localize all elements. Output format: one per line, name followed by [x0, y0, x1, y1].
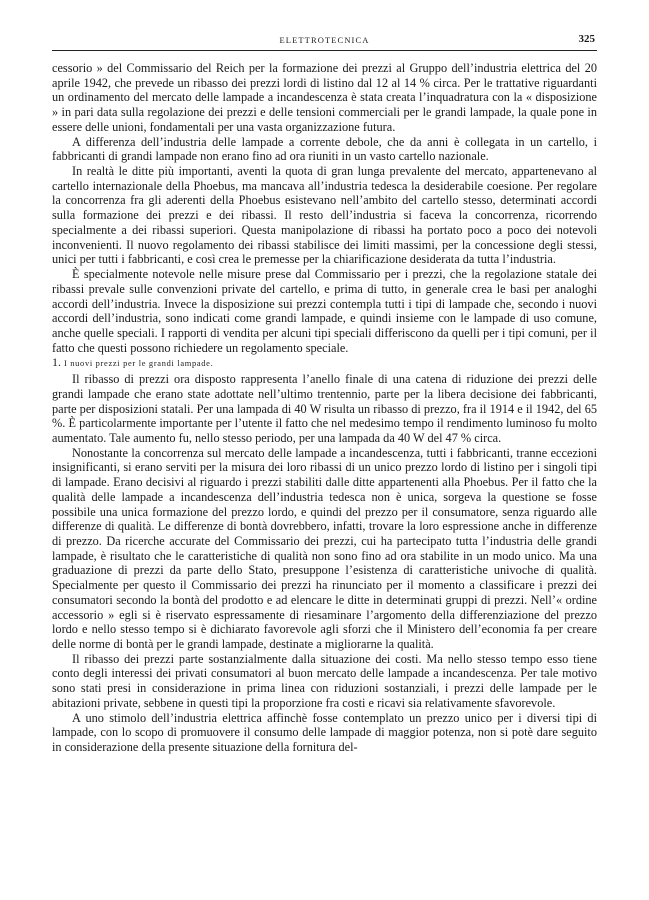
paragraph: È specialmente notevole nelle misure prese dal Commissario per i prezzi, che la regolazione statale dei ribassi prevale sulle convenzioni private del cartello, e prima di tutto, in generale crea le basi per analoghi accordi dell’industria. Invece la disposizione sui prezzi contempla tutti i tipi di lampade che, secondo i nuovi accordi dell’industria, sono indicati come grandi lampade, e quindi insieme con le lampade di uso comune, anche quelle speciali. I rapporti di vendita per alcuni tipi speciali differiscono da quelli per i tipi comuni, per il fatto che questi possono richiedere un regolamento speciale. — [52, 267, 597, 355]
section-title: I nuovi prezzi per le grandi lampade. — [64, 359, 214, 369]
paragraph: Nonostante la concorrenza sul mercato delle lampade a incandescenza, tutti i fabbricanti, tranne eccezioni insignificanti, si erano serviti per la misura dei loro ribassi di un unico prezzo lordo di listino per i singoli tipi di lampade. Erano decisivi al riguardo i prezzi stabiliti dalle ditte appartenenti alla Phoebus. Per il fatto che la qualità delle lampade a incandescenza dell’industria tedesca non è unica, sorgeva la questione se fosse possibile una unica formazione del prezzo lordo, e quindi del prezzo per il consumatore, senza riguardo alle differenze di qualità. Le differenze di bontà dovrebbero, infatti, trovare la loro espressione anche in differenze di prezzo. Da ricerche accurate del Commissario dei prezzi, cui ha partecipato tutta l’industria delle grandi lampade, è risultato che le caratteristiche di qualità non sono fino ad ora stabilite in un modo unico. Ma una graduazione di prezzi da parte dello Stato, presuppone l’esistenza di caratteristiche univoche di qualità. Specialmente per questo il Commissario dei prezzi ha rinunciato per il momento a classificare i prezzi dei consumatori secondo la bontà del prodotto e ad elencare le ditte in determinati gruppi di prezzi. Nell’« ordine accessorio » egli si è riservato espressamente di riesaminare l’argomento della differenziazione del prezzo lordo e nello stesso tempo si è dichiarato favorevole agli sforzi che il Ministero dell’economia fa per creare delle norme di bontà per le grandi lampade, destinate a migliorarne la qualità. — [52, 445, 597, 652]
paragraph: Il ribasso di prezzi ora disposto rappresenta l’anello finale di una catena di riduzione dei prezzi delle grandi lampade che erano state adottate nell’ultimo trentennio, parte per la libera decisione dei fabbricanti, parte per disposizioni statali. Per una lampada di 40 W risulta un ribasso di prezzo, fra il 1914 e il 1942, del 65 %. È particolarmente importante per l’utente il fatto che nel medesimo tempo il rendimento luminoso fu molto aumentato. Tale aumento fu, nello stesso periodo, per una lampada da 40 W del 47 % circa. — [52, 372, 597, 445]
body-text — [52, 61, 597, 755]
running-header — [52, 30, 597, 51]
page-number: 325 — [578, 33, 595, 45]
section-number: 1. — [52, 355, 61, 370]
running-title: ELETTROTECNICA — [279, 35, 370, 45]
paragraph-continues: A uno stimolo dell’industria elettrica affinchè fosse contemplato un prezzo unico per i diversi tipi di lampade, con lo scopo di promuovere il consumo delle lampade di maggior potenza, non si potè dare seguito in considerazione della presente situazione della fornitura del- — [52, 710, 597, 755]
paragraph: Il ribasso dei prezzi parte sostanzialmente dalla situazione dei costi. Ma nello stesso tempo esso tiene conto degli interessi dei privati consumatori al buon mercato delle lampade a incandescenza. Per tale motivo sono stati presi in considerazione in prima linea con riduzioni sostanziali, i prezzi delle lampade per le abitazioni private, sebbene in questi tipi la proporzione fra costi e ricavi sia relativamente sfavorevole. — [52, 651, 597, 710]
paragraph: A differenza dell’industria delle lampade a corrente debole, che da anni è collegata in un cartello, i fabbricanti di grandi lampade non erano fino ad ora riuniti in un vasto cartello nazionale. — [52, 134, 597, 164]
section-heading — [52, 355, 597, 372]
page — [52, 30, 597, 755]
paragraph-continued: cessorio » del Commissario del Reich per la formazione dei prezzi al Gruppo dell’industria elettrica del 20 aprile 1942, che prevede un ribasso dei prezzi lordi di listino dal 12 al 14 % circa. Per le trattative riguardanti un ordinamento del mercato delle lampade a incandescenza è stata creata l’inquadratura con la « disposizione » in pari data sulla regolazione dei prezzi e delle tensioni commerciali per le grandi lampade, la quale pone in essere delle unioni, fondamentali per una vasta organizzazione futura. — [52, 61, 597, 134]
paragraph: In realtà le ditte più importanti, aventi la quota di gran lunga prevalente del mercato, appartenevano al cartello internazionale della Phoebus, ma mancava all’industria tedesca la desiderabile coesione. Per regolare la concorrenza fra gli aderenti della Phoebus esistevano nell’ambito del cartello stesso, determinati accordi sulla formazione dei prezzi e dei ribassi. Il resto dell’industria si faceva la concorrenza, ricorrendo specialmente a dei ribassi superiori. Questa manipolazione di ribassi ha portato poco a poco dei notevoli inconvenienti. Il nuovo regolamento dei ribassi stabilisce dei limiti massimi, per la concessione degli stessi, unici per tutti i fabbricanti, e così crea le premesse per la chiarificazione desiderata da tutta l’industria. — [52, 164, 597, 267]
